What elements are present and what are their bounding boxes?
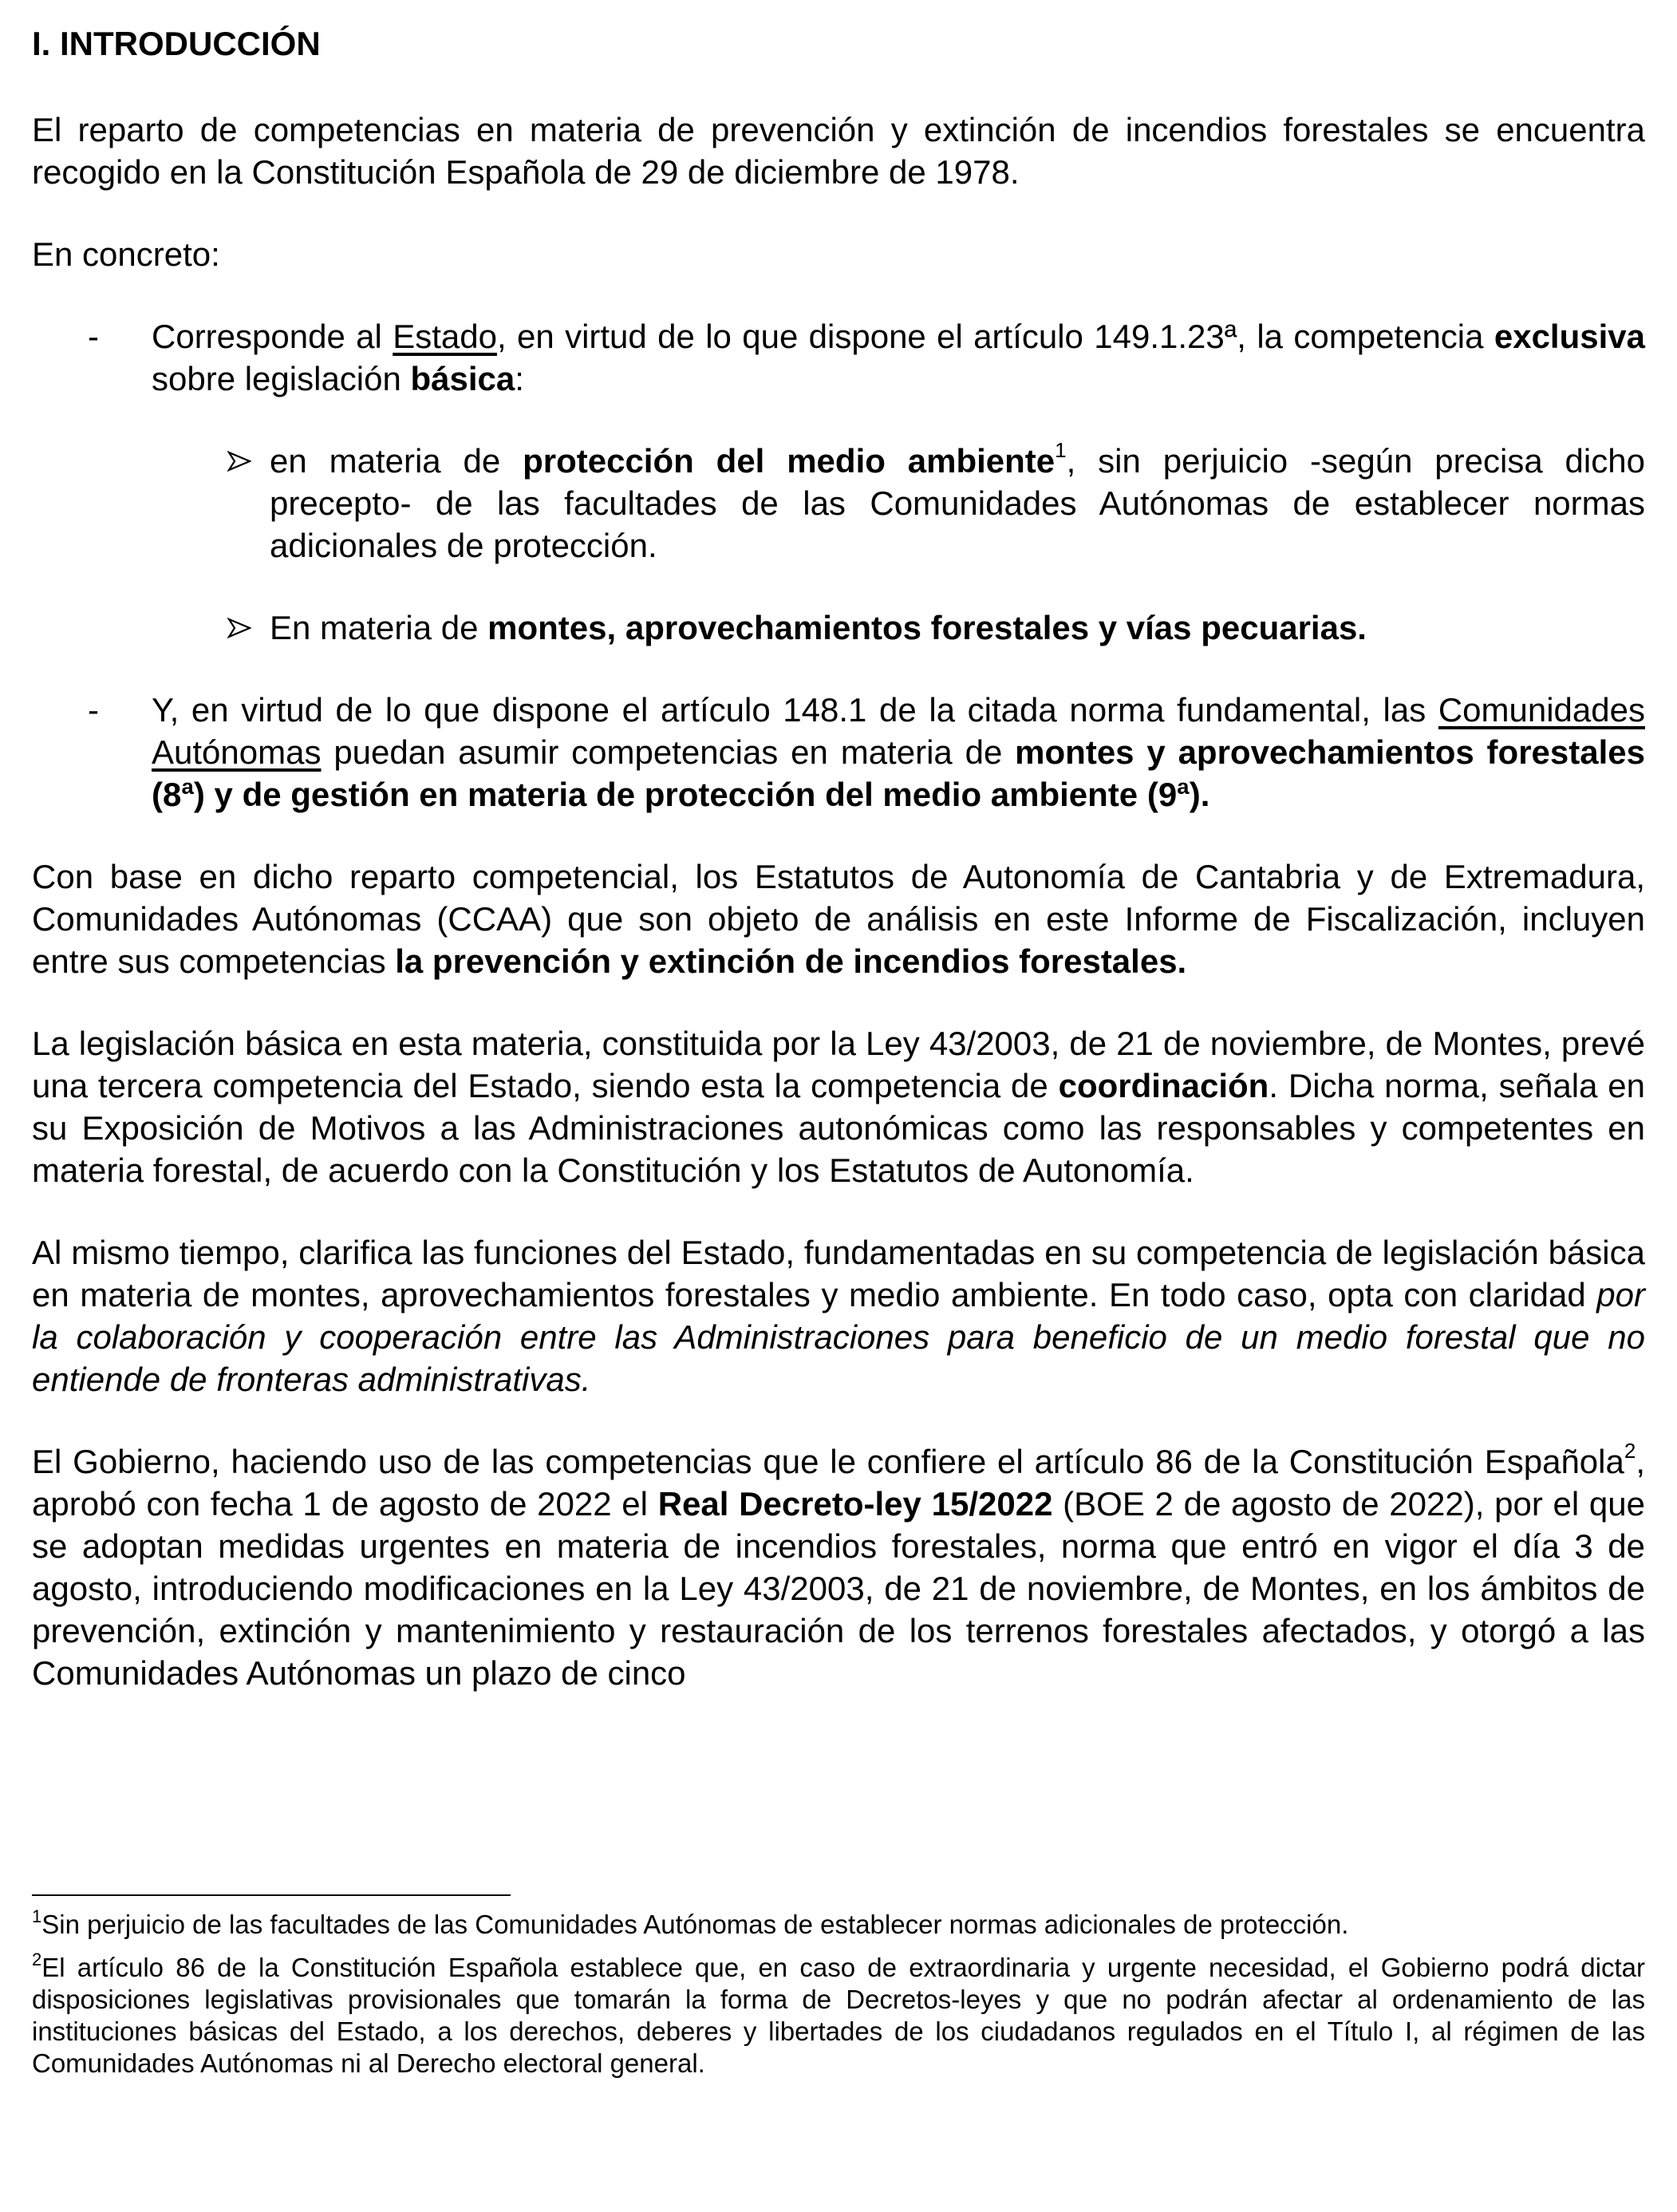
footnote-ref-1[interactable]: 1 (1055, 438, 1067, 462)
text-run: (BOE 2 de agosto de 2022), por el que se adoptan medidas urgentes en materia de incendios forestales, norma que entró en vigor el día 3 de agosto, introduciendo modificaciones en la Ley 43/2003, de 21 de noviembre, de Montes, en los ámbitos de prevención, extinción y mantenimiento y restauración de los terrenos forestales afectados, y otorgó a las Comunidades Autónomas un plazo de cinco (32, 1485, 1646, 1692)
text-run: Corresponde al (152, 318, 393, 355)
bold-term: protección del medio ambiente (523, 442, 1056, 480)
paragraph-en-concreto: En concreto: (32, 235, 220, 273)
text-run: en materia de (270, 442, 523, 480)
sub-list-item-medio-ambiente (32, 440, 1645, 567)
text-run: Al mismo tiempo, clarifica las funciones del Estado, fundamentadas en su competencia de legislación básica en materia de montes, aprovechamientos forestales y medio ambiente. En todo caso, opta con claridad (32, 1234, 1645, 1313)
text-run: , en virtud de lo que dispone el artículo 149.1.23ª, la competencia (496, 318, 1494, 355)
arrow-bullet-icon (227, 618, 251, 638)
footnote-2 (32, 1949, 1645, 2080)
footnotes (32, 1906, 1645, 2091)
section-heading: I. INTRODUCCIÓN (32, 25, 321, 62)
footnote-ref-2[interactable]: 2 (1624, 1439, 1636, 1463)
text-run: : (515, 360, 524, 397)
paragraph-estatutos (32, 855, 1645, 982)
list-item-ccaa (32, 689, 1645, 816)
text-run: . Dicha norma, señala en su Exposición de Motivos a las Administraciones autonómicas como las responsables y competentes en materia forestal, de acuerdo con la Constitución y los Estatutos de Autonomía. (32, 1067, 1646, 1189)
bold-term: coordinación (1058, 1067, 1269, 1104)
list-item-estado (32, 315, 1645, 400)
text-run: Con base en dicho reparto competencial, los Estatutos de Autonomía de Cantabria y de Extremadura, Comunidades Autónomas (CCAA) que son objeto de análisis en este Informe de Fiscalización, incluyen entre sus competencias (32, 858, 1645, 980)
footnote-text: Sin perjuicio de las facultades de las Comunidades Autónomas de establecer normas adicionales de protección. (41, 1910, 1349, 1939)
bold-term: básica (410, 360, 515, 397)
text-run: puedan asumir competencias en materia de (321, 733, 1016, 771)
bold-term: montes, aprovechamientos forestales y vías pecuarias. (487, 609, 1367, 646)
dash-bullet: - (88, 318, 99, 355)
text-run: En materia de (270, 609, 488, 646)
footnote-number: 2 (32, 1949, 42, 1969)
footnote-number: 1 (32, 1906, 42, 1926)
paragraph-real-decreto (32, 1440, 1645, 1694)
paragraph-ley-montes (32, 1022, 1645, 1191)
paragraph-funciones-estado (32, 1231, 1645, 1400)
underlined-term: Estado (393, 318, 497, 355)
text-run: El Gobierno, haciendo uso de las competencias que le confiere el artículo 86 de la Constitución Española (32, 1443, 1624, 1480)
text-run: La legislación básica en esta materia, constituida por la Ley 43/2003, de 21 de noviembre, de Montes, prevé una tercera competencia del Estado, siendo esta la competencia de (32, 1025, 1645, 1104)
footnote-text: El artículo 86 de la Constitución Española establece que, en caso de extraordinaria y urgente necesidad, el Gobierno podrá dictar disposiciones legislativas provisionales que tomarán la forma de Decretos-leyes y que no podrán afectar al ordenamiento de las instituciones básicas del Estado, a los derechos, deberes y libertades de los ciudadanos regulados en el Título I, al régimen de las Comunidades Autónomas ni al Derecho electoral general. (32, 1953, 1645, 2078)
footnote-1 (32, 1906, 1645, 1941)
italic-quote: por la colaboración y cooperación entre las Administraciones para beneficio de un medio forestal que no entiende de fronteras administrativas. (32, 1276, 1645, 1398)
footnote-divider (32, 1894, 511, 1896)
bold-term: montes y aprovechamientos forestales (8ª) y de gestión en materia de protección del medio ambiente (9ª). (152, 733, 1645, 813)
text-run: , aprobó con fecha 1 de agosto de 2022 el (32, 1443, 1645, 1523)
underlined-term: Comunidades Autónomas (152, 691, 1645, 771)
bold-term: Real Decreto-ley 15/2022 (657, 1485, 1053, 1523)
paragraph-intro: El reparto de competencias en materia de prevención y extinción de incendios forestales se encuentra recogido en la Constitución Española de 29 de diciembre de 1978. (32, 111, 1645, 191)
arrow-bullet-icon (227, 451, 251, 472)
text-run: sobre legislación (152, 360, 411, 397)
text-run: , sin perjuicio -según precisa dicho precepto- de las facultades de las Comunidades Autónomas de establecer normas adicionales de protección. (270, 442, 1645, 564)
text-run: Y, en virtud de lo que dispone el artículo 148.1 de la citada norma fundamental, las (152, 691, 1438, 729)
bold-term: la prevención y extinción de incendios forestales. (395, 942, 1187, 980)
bold-term: exclusiva (1494, 318, 1646, 355)
dash-bullet: - (88, 691, 99, 729)
sub-list-item-montes (32, 606, 1645, 649)
document-page (32, 22, 1645, 1734)
